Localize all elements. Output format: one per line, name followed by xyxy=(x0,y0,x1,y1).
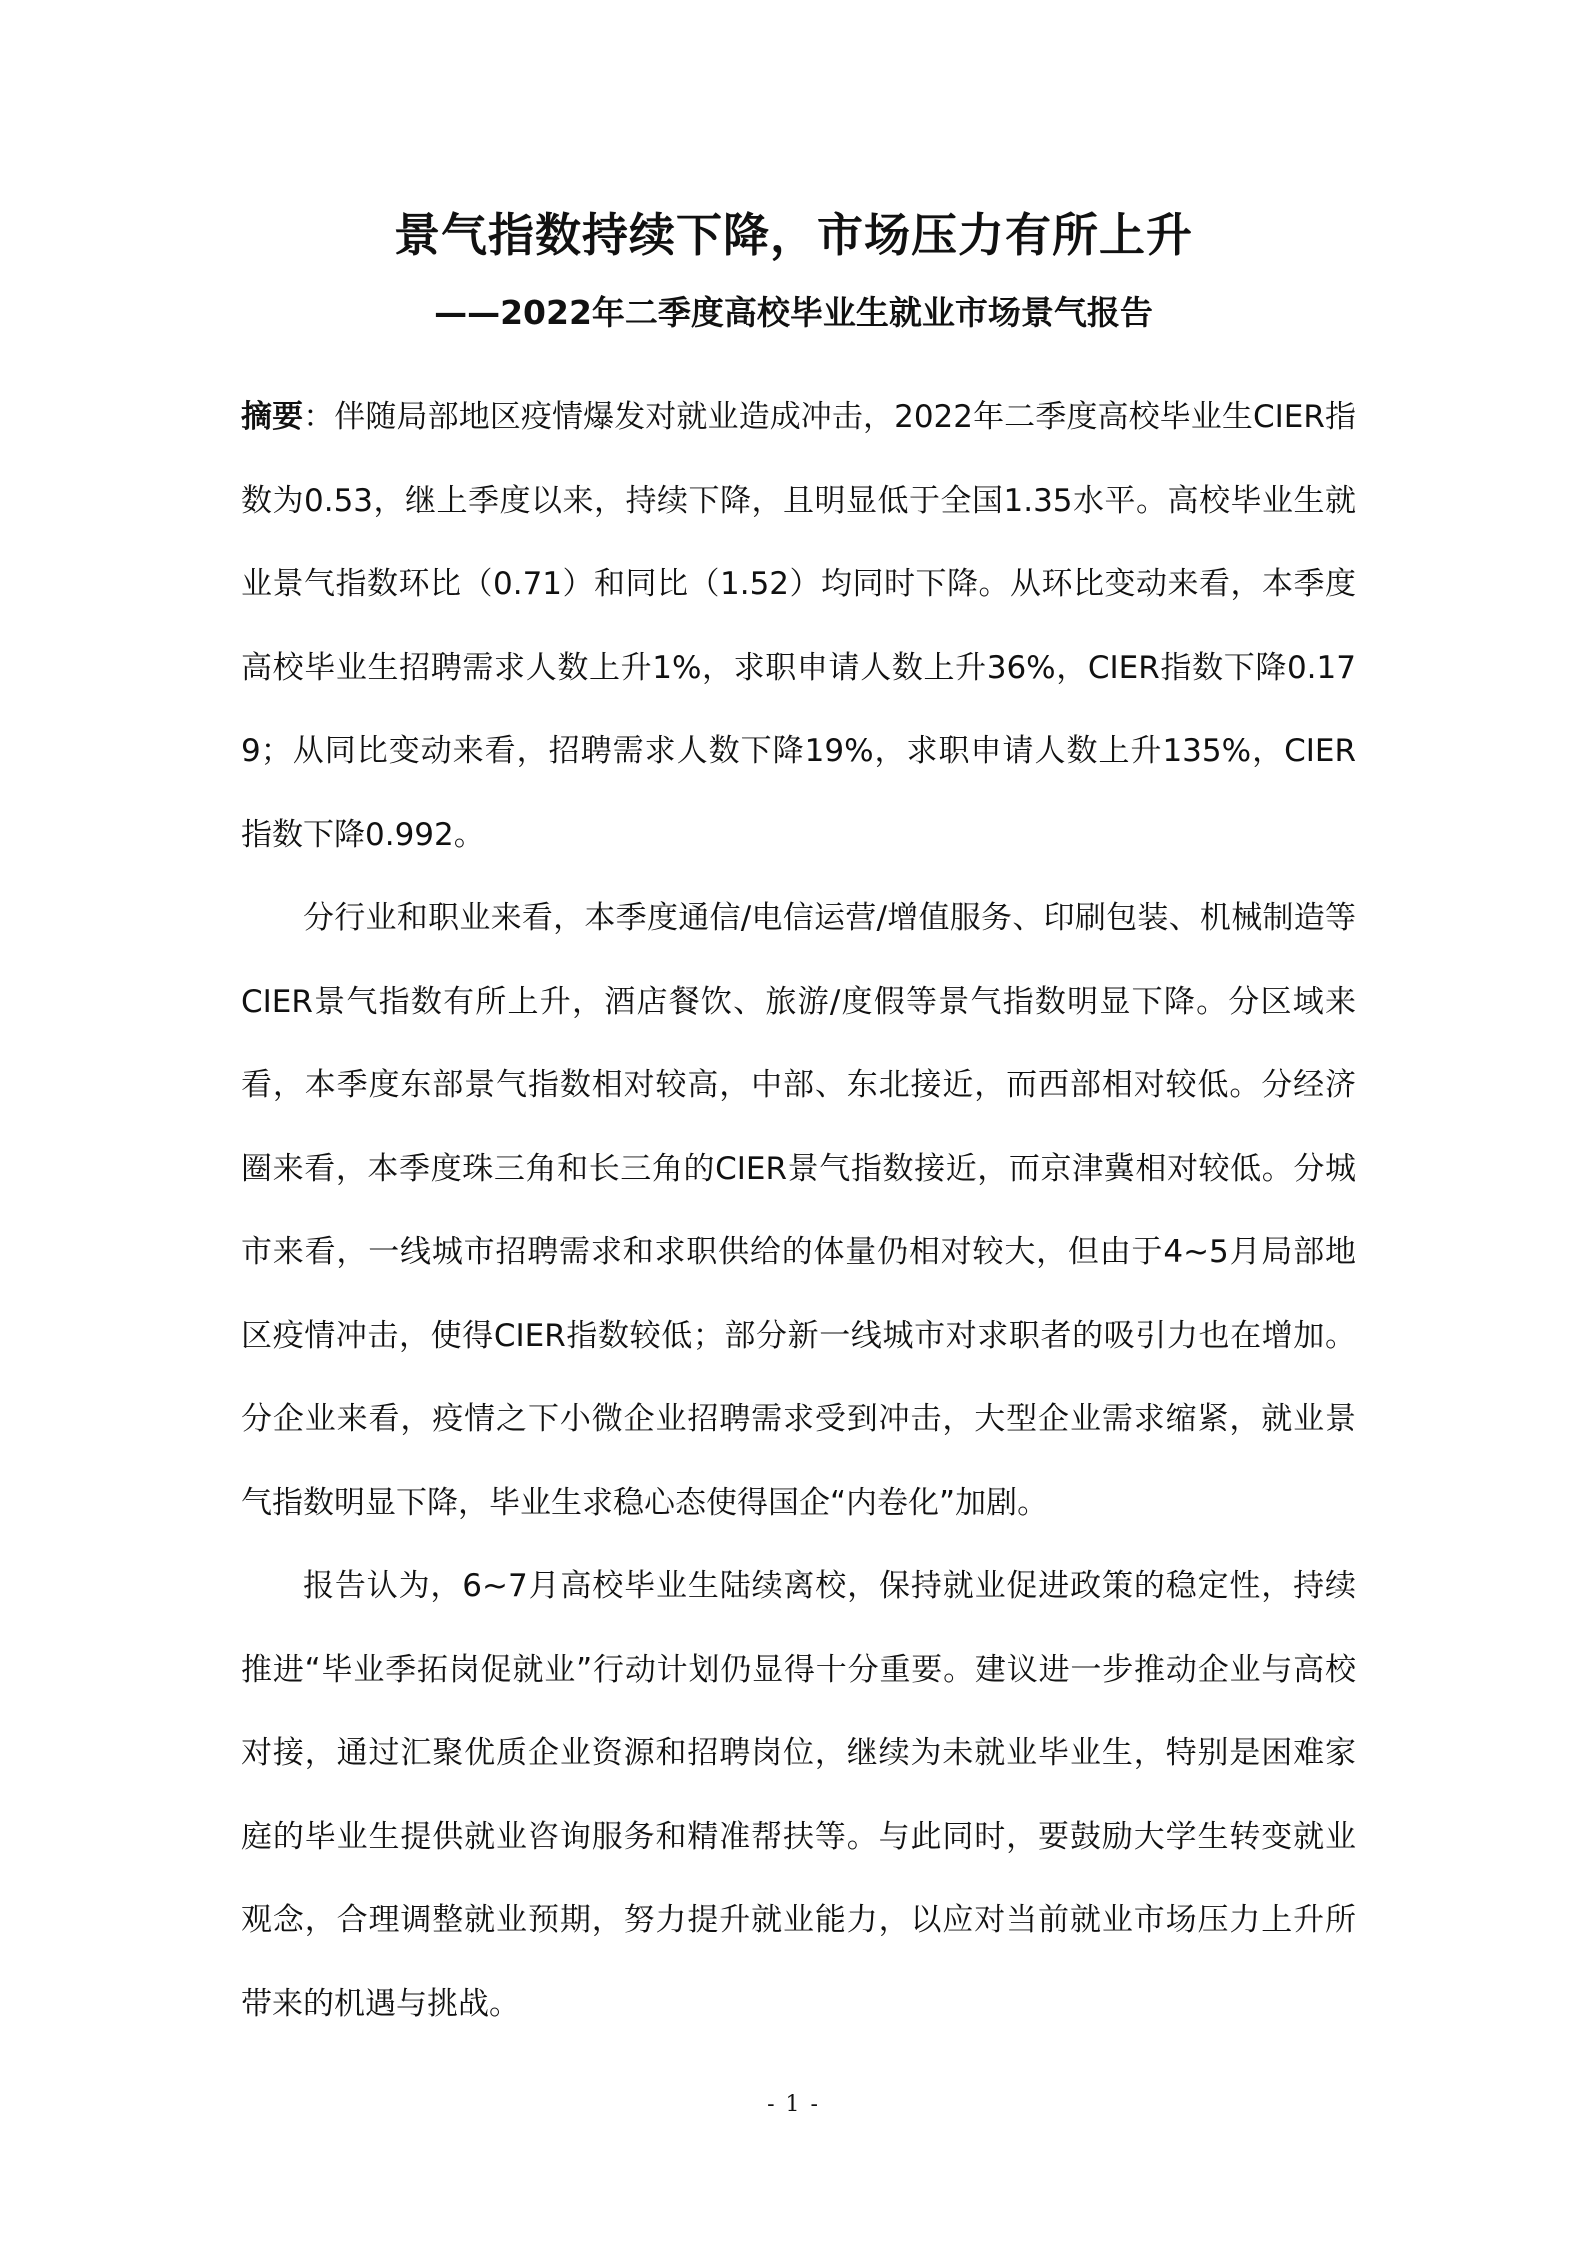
report-subtitle: ——2022年二季度高校毕业生就业市场景气报告 xyxy=(434,293,1153,332)
industry-region-paragraph: 分行业和职业来看，本季度通信/电信运营/增值服务、印刷包装、机械制造等CIER景气指数有所上升，酒店餐饮、旅游/度假等景气指数明显下降。分区域来看，本季度东部景气指数相对较高，中部、东北接近，而西部相对较低。分经济圈来看，本季度珠三角和长三角的CIER景气指数接近，而京津冀相对较低。分城市来看，一线城市招聘需求和求职供给的体量仍相对较大，但由于4~5月局部地区疫情冲击，使得CIER指数较低；部分新一线城市对求职者的吸引力也在增加。分企业来看，疫情之下小微企业招聘需求受到冲击，大型企业需求缩紧，就业景气指数明显下降，毕业生求稳心态使得国企“内卷化”加剧。 xyxy=(241,900,1356,1521)
recommendation-paragraph: 报告认为，6~7月高校毕业生陆续离校，保持就业促进政策的稳定性，持续推进“毕业季拓岗促就业”行动计划仍显得十分重要。建议进一步推动企业与高校对接，通过汇聚优质企业资源和招聘岗位，继续为未就业毕业生，特别是困难家庭的毕业生提供就业咨询服务和精准帮扶等。与此同时，要鼓励大学生转变就业观念，合理调整就业预期，努力提升就业能力，以应对当前就业市场压力上升所带来的机遇与挑战。 xyxy=(241,1568,1356,2022)
page-number: - 1 - xyxy=(767,2092,820,2117)
abstract-label: 摘要 xyxy=(241,399,304,435)
abstract-text: ：伴随局部地区疫情爆发对就业造成冲击，2022年二季度高校毕业生CIER指数为0.53，继上季度以来，持续下降，且明显低于全国1.35水平。高校毕业生就业景气指数环比（0.71）和同比（1.52）均同时下降。从环比变动来看，本季度高校毕业生招聘需求人数上升1%，求职申请人数上升36%，CIER指数下降0.179；从同比变动来看，招聘需求人数下降19%，求职申请人数上升135%，CIER指数下降0.992。 xyxy=(241,399,1356,853)
report-body xyxy=(241,376,1356,2046)
abstract-paragraph xyxy=(241,376,1356,877)
report-title: 景气指数持续下降，市场压力有所上升 xyxy=(394,208,1193,262)
